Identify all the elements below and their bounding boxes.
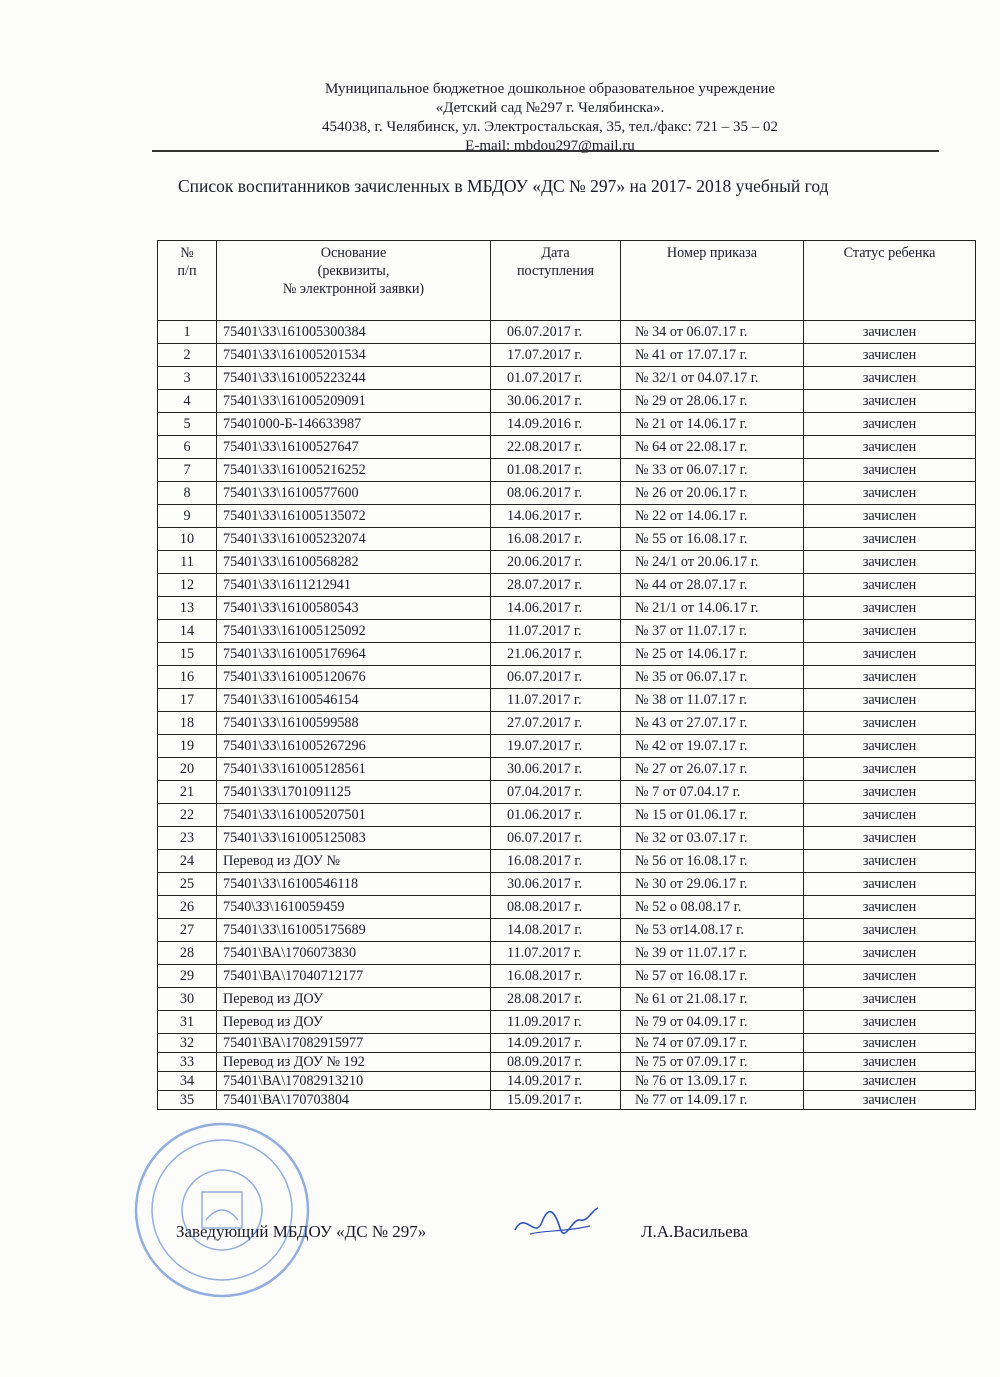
table-body — [158, 321, 976, 1110]
cell-number: 32 — [158, 1034, 217, 1053]
cell-basis: 75401\ЗЗ\16100599588 — [217, 712, 491, 735]
cell-basis: 75401\ЗЗ\161005209091 — [217, 390, 491, 413]
table-row — [158, 988, 976, 1011]
table-row — [158, 735, 976, 758]
table-row — [158, 712, 976, 735]
header-basis: Основание (реквизиты, № электронной заявки) — [217, 241, 491, 321]
cell-date: 01.07.2017 г. — [491, 367, 621, 390]
cell-number: 35 — [158, 1091, 217, 1110]
cell-date: 11.09.2017 г. — [491, 1011, 621, 1034]
cell-basis: 75401000-Б-146633987 — [217, 413, 491, 436]
cell-status: зачислен — [804, 620, 976, 643]
cell-order: № 15 от 01.06.17 г. — [621, 804, 804, 827]
table-row — [158, 919, 976, 942]
cell-order: № 55 от 16.08.17 г. — [621, 528, 804, 551]
table-row — [158, 1053, 976, 1072]
cell-number: 8 — [158, 482, 217, 505]
cell-status: зачислен — [804, 781, 976, 804]
cell-date: 20.06.2017 г. — [491, 551, 621, 574]
cell-number: 3 — [158, 367, 217, 390]
cell-number: 2 — [158, 344, 217, 367]
cell-basis: 75401\ЗЗ\16100577600 — [217, 482, 491, 505]
cell-date: 16.08.2017 г. — [491, 965, 621, 988]
cell-basis: 75401\ЗЗ\16100580543 — [217, 597, 491, 620]
org-address: 454038, г. Челябинск, ул. Электростальская, 35, тел./факс: 721 – 35 – 02 — [321, 119, 779, 135]
cell-basis: Перевод из ДОУ № 192 — [217, 1053, 491, 1072]
table-row — [158, 436, 976, 459]
cell-date: 08.09.2017 г. — [491, 1053, 621, 1072]
cell-number: 13 — [158, 597, 217, 620]
cell-basis: Перевод из ДОУ № — [217, 850, 491, 873]
signatory-name: Л.А.Васильева — [641, 1222, 748, 1241]
cell-number: 34 — [158, 1072, 217, 1091]
cell-order: № 38 от 11.07.17 г. — [621, 689, 804, 712]
cell-basis: 75401\ЗЗ\161005300384 — [217, 321, 491, 344]
table-row — [158, 781, 976, 804]
cell-status: зачислен — [804, 574, 976, 597]
cell-number: 21 — [158, 781, 217, 804]
cell-order: № 33 от 06.07.17 г. — [621, 459, 804, 482]
cell-basis: 75401\ЗЗ\16100527647 — [217, 436, 491, 459]
cell-number: 27 — [158, 919, 217, 942]
cell-order: № 32 от 03.07.17 г. — [621, 827, 804, 850]
cell-basis: 75401\ЗЗ\161005201534 — [217, 344, 491, 367]
cell-date: 14.06.2017 г. — [491, 597, 621, 620]
table-row — [158, 344, 976, 367]
table-row — [158, 574, 976, 597]
cell-basis: 75401\ЗЗ\161005267296 — [217, 735, 491, 758]
header-status: Статус ребенка — [804, 241, 976, 321]
cell-status: зачислен — [804, 459, 976, 482]
cell-date: 19.07.2017 г. — [491, 735, 621, 758]
table-row — [158, 1034, 976, 1053]
cell-status: зачислен — [804, 1053, 976, 1072]
email-label: E-mail: — [465, 138, 514, 154]
cell-order: № 53 от14.08.17 г. — [621, 919, 804, 942]
table-row — [158, 528, 976, 551]
cell-status: зачислен — [804, 344, 976, 367]
cell-order: № 21/1 от 14.06.17 г. — [621, 597, 804, 620]
cell-number: 31 — [158, 1011, 217, 1034]
cell-status: зачислен — [804, 919, 976, 942]
cell-number: 10 — [158, 528, 217, 551]
cell-status: зачислен — [804, 597, 976, 620]
cell-order: № 7 от 07.04.17 г. — [621, 781, 804, 804]
cell-number: 6 — [158, 436, 217, 459]
table-row — [158, 873, 976, 896]
cell-number: 17 — [158, 689, 217, 712]
cell-order: № 56 от 16.08.17 г. — [621, 850, 804, 873]
cell-order: № 43 от 27.07.17 г. — [621, 712, 804, 735]
letterhead — [280, 80, 820, 156]
cell-number: 12 — [158, 574, 217, 597]
cell-number: 26 — [158, 896, 217, 919]
cell-date: 16.08.2017 г. — [491, 850, 621, 873]
cell-status: зачислен — [804, 758, 976, 781]
cell-date: 14.06.2017 г. — [491, 505, 621, 528]
cell-number: 15 — [158, 643, 217, 666]
enrollment-table-container — [157, 240, 976, 1110]
cell-date: 14.08.2017 г. — [491, 919, 621, 942]
cell-number: 18 — [158, 712, 217, 735]
table-row — [158, 413, 976, 436]
cell-basis: 7540\ЗЗ\1610059459 — [217, 896, 491, 919]
cell-number: 22 — [158, 804, 217, 827]
cell-number: 33 — [158, 1053, 217, 1072]
cell-order: № 30 от 29.06.17 г. — [621, 873, 804, 896]
cell-status: зачислен — [804, 965, 976, 988]
cell-basis: 75401\ЗЗ\161005175689 — [217, 919, 491, 942]
table-row — [158, 965, 976, 988]
cell-order: № 74 от 07.09.17 г. — [621, 1034, 804, 1053]
cell-basis: 75401\ЗЗ\16100546118 — [217, 873, 491, 896]
cell-date: 01.06.2017 г. — [491, 804, 621, 827]
header-date: Дата поступления — [491, 241, 621, 321]
cell-order: № 41 от 17.07.17 г. — [621, 344, 804, 367]
cell-order: № 77 от 14.09.17 г. — [621, 1091, 804, 1110]
cell-basis: 75401\ЗЗ\161005135072 — [217, 505, 491, 528]
cell-basis: 75401\ВА\17082913210 — [217, 1072, 491, 1091]
cell-date: 21.06.2017 г. — [491, 643, 621, 666]
cell-status: зачислен — [804, 321, 976, 344]
table-row — [158, 827, 976, 850]
cell-basis: 75401\ВА\170703804 — [217, 1091, 491, 1110]
table-row — [158, 505, 976, 528]
cell-basis: 75401\ЗЗ\161005125083 — [217, 827, 491, 850]
cell-status: зачислен — [804, 873, 976, 896]
cell-order: № 26 от 20.06.17 г. — [621, 482, 804, 505]
cell-number: 5 — [158, 413, 217, 436]
cell-order: № 39 от 11.07.17 г. — [621, 942, 804, 965]
cell-status: зачислен — [804, 689, 976, 712]
cell-order: № 24/1 от 20.06.17 г. — [621, 551, 804, 574]
cell-status: зачислен — [804, 551, 976, 574]
table-row — [158, 321, 976, 344]
cell-order: № 64 от 22.08.17 г. — [621, 436, 804, 459]
cell-date: 27.07.2017 г. — [491, 712, 621, 735]
cell-date: 28.07.2017 г. — [491, 574, 621, 597]
cell-basis: 75401\ЗЗ\161005120676 — [217, 666, 491, 689]
cell-basis: Перевод из ДОУ — [217, 988, 491, 1011]
cell-date: 06.07.2017 г. — [491, 827, 621, 850]
cell-number: 20 — [158, 758, 217, 781]
cell-number: 11 — [158, 551, 217, 574]
cell-order: № 42 от 19.07.17 г. — [621, 735, 804, 758]
table-row — [158, 896, 976, 919]
cell-order: № 35 от 06.07.17 г. — [621, 666, 804, 689]
cell-basis: 75401\ВА\17082915977 — [217, 1034, 491, 1053]
cell-status: зачислен — [804, 988, 976, 1011]
org-email-line — [280, 137, 820, 156]
cell-status: зачислен — [804, 643, 976, 666]
cell-number: 24 — [158, 850, 217, 873]
cell-date: 22.08.2017 г. — [491, 436, 621, 459]
cell-order: № 27 от 26.07.17 г. — [621, 758, 804, 781]
cell-date: 08.08.2017 г. — [491, 896, 621, 919]
table-row — [158, 643, 976, 666]
cell-date: 14.09.2017 г. — [491, 1034, 621, 1053]
cell-status: зачислен — [804, 896, 976, 919]
cell-status: зачислен — [804, 735, 976, 758]
signatory-position: Заведующий МБДОУ «ДС № 297» — [176, 1222, 427, 1241]
table-row — [158, 850, 976, 873]
cell-date: 17.07.2017 г. — [491, 344, 621, 367]
cell-basis: 75401\ЗЗ\161005125092 — [217, 620, 491, 643]
cell-status: зачислен — [804, 1091, 976, 1110]
cell-number: 14 — [158, 620, 217, 643]
cell-basis: 75401\ЗЗ\16100568282 — [217, 551, 491, 574]
cell-order: № 57 от 16.08.17 г. — [621, 965, 804, 988]
cell-basis: 75401\ЗЗ\161005223244 — [217, 367, 491, 390]
cell-number: 19 — [158, 735, 217, 758]
cell-status: зачислен — [804, 804, 976, 827]
cell-order: № 52 о 08.08.17 г. — [621, 896, 804, 919]
cell-basis: 75401\ЗЗ\161005176964 — [217, 643, 491, 666]
cell-status: зачислен — [804, 850, 976, 873]
cell-status: зачислен — [804, 827, 976, 850]
table-row — [158, 1011, 976, 1034]
cell-date: 28.08.2017 г. — [491, 988, 621, 1011]
handwritten-signature — [510, 1200, 600, 1245]
org-short-name: «Детский сад №297 г. Челябинска». — [435, 100, 665, 116]
cell-status: зачислен — [804, 482, 976, 505]
cell-status: зачислен — [804, 1011, 976, 1034]
cell-status: зачислен — [804, 712, 976, 735]
cell-status: зачислен — [804, 942, 976, 965]
cell-basis: 75401\ВА\1706073830 — [217, 942, 491, 965]
cell-status: зачислен — [804, 505, 976, 528]
cell-date: 30.06.2017 г. — [491, 873, 621, 896]
cell-date: 16.08.2017 г. — [491, 528, 621, 551]
cell-number: 7 — [158, 459, 217, 482]
cell-basis: 75401\ЗЗ\161005216252 — [217, 459, 491, 482]
cell-date: 11.07.2017 г. — [491, 620, 621, 643]
cell-basis: 75401\ЗЗ\16100546154 — [217, 689, 491, 712]
table-row — [158, 367, 976, 390]
table-row — [158, 482, 976, 505]
table-row — [158, 689, 976, 712]
cell-status: зачислен — [804, 390, 976, 413]
cell-status: зачислен — [804, 413, 976, 436]
cell-number: 4 — [158, 390, 217, 413]
email-link[interactable]: mbdou297@mail.ru — [513, 138, 635, 154]
table-row — [158, 597, 976, 620]
cell-number: 9 — [158, 505, 217, 528]
cell-date: 07.04.2017 г. — [491, 781, 621, 804]
cell-number: 28 — [158, 942, 217, 965]
enrollment-table — [157, 240, 976, 1110]
cell-date: 06.07.2017 г. — [491, 666, 621, 689]
table-row — [158, 1072, 976, 1091]
cell-status: зачислен — [804, 1072, 976, 1091]
cell-date: 14.09.2017 г. — [491, 1072, 621, 1091]
cell-basis: 75401\ЗЗ\161005207501 — [217, 804, 491, 827]
cell-order: № 37 от 11.07.17 г. — [621, 620, 804, 643]
table-row — [158, 758, 976, 781]
cell-order: № 79 от 04.09.17 г. — [621, 1011, 804, 1034]
cell-number: 16 — [158, 666, 217, 689]
cell-number: 29 — [158, 965, 217, 988]
cell-basis: 75401\ЗЗ\1701091125 — [217, 781, 491, 804]
cell-number: 30 — [158, 988, 217, 1011]
cell-order: № 44 от 28.07.17 г. — [621, 574, 804, 597]
cell-number: 25 — [158, 873, 217, 896]
table-row — [158, 942, 976, 965]
cell-date: 11.07.2017 г. — [491, 942, 621, 965]
table-row — [158, 666, 976, 689]
cell-date: 08.06.2017 г. — [491, 482, 621, 505]
document-title: Список воспитанников зачисленных в МБДОУ «ДС № 297» на 2017- 2018 учебный год — [178, 176, 829, 196]
cell-date: 15.09.2017 г. — [491, 1091, 621, 1110]
org-name: Муниципальное бюджетное дошкольное образовательное учреждение — [325, 81, 775, 97]
table-row — [158, 804, 976, 827]
cell-order: № 32/1 от 04.07.17 г. — [621, 367, 804, 390]
cell-date: 11.07.2017 г. — [491, 689, 621, 712]
table-header-row — [158, 241, 976, 321]
table-row — [158, 551, 976, 574]
cell-date: 30.06.2017 г. — [491, 390, 621, 413]
cell-order: № 21 от 14.06.17 г. — [621, 413, 804, 436]
letterhead-divider — [152, 150, 939, 152]
cell-date: 01.08.2017 г. — [491, 459, 621, 482]
cell-order: № 61 от 21.08.17 г. — [621, 988, 804, 1011]
table-row — [158, 390, 976, 413]
header-number: № п/п — [158, 241, 217, 321]
table-row — [158, 1091, 976, 1110]
cell-status: зачислен — [804, 528, 976, 551]
cell-basis: 75401\ЗЗ\161005232074 — [217, 528, 491, 551]
cell-date: 14.09.2016 г. — [491, 413, 621, 436]
cell-number: 23 — [158, 827, 217, 850]
cell-date: 06.07.2017 г. — [491, 321, 621, 344]
table-row — [158, 459, 976, 482]
cell-order: № 75 от 07.09.17 г. — [621, 1053, 804, 1072]
cell-status: зачислен — [804, 1034, 976, 1053]
cell-status: зачислен — [804, 367, 976, 390]
cell-status: зачислен — [804, 666, 976, 689]
cell-date: 30.06.2017 г. — [491, 758, 621, 781]
cell-order: № 76 от 13.09.17 г. — [621, 1072, 804, 1091]
cell-basis: 75401\ВА\17040712177 — [217, 965, 491, 988]
cell-basis: Перевод из ДОУ — [217, 1011, 491, 1034]
cell-order: № 25 от 14.06.17 г. — [621, 643, 804, 666]
cell-status: зачислен — [804, 436, 976, 459]
cell-order: № 34 от 06.07.17 г. — [621, 321, 804, 344]
cell-basis: 75401\ЗЗ\161005128561 — [217, 758, 491, 781]
table-row — [158, 620, 976, 643]
cell-order: № 22 от 14.06.17 г. — [621, 505, 804, 528]
round-seal-stamp — [132, 1120, 312, 1300]
cell-order: № 29 от 28.06.17 г. — [621, 390, 804, 413]
header-order: Номер приказа — [621, 241, 804, 321]
cell-number: 1 — [158, 321, 217, 344]
cell-basis: 75401\ЗЗ\1611212941 — [217, 574, 491, 597]
